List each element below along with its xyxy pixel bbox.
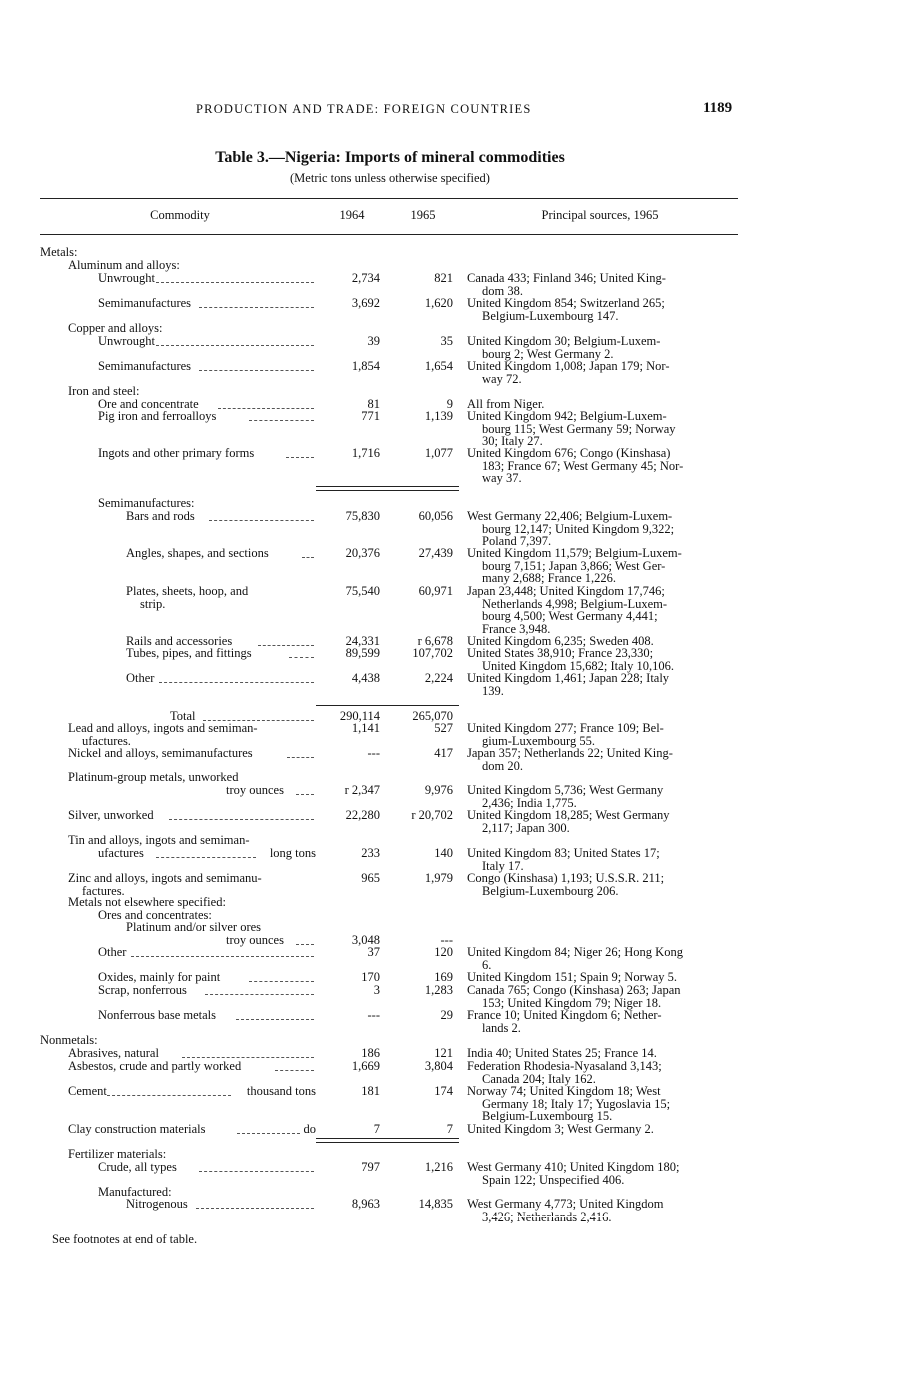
double-rule [316,1138,459,1139]
leader-dots [107,1095,231,1096]
principal-sources: bourg 2; West Germany 2. [482,346,614,361]
value-1965: 1,283 [424,983,453,997]
value-1965: 1,077 [424,446,453,460]
value-1965: 417 [434,746,453,760]
value-1965: 60,056 [418,509,453,523]
principal-sources: lands 2. [482,1020,521,1035]
principal-sources: Canada 765; Congo (Kinshasa) 263; Japan [467,983,681,997]
leader-dots [249,420,314,421]
principal-sources: United Kingdom 277; France 109; Bel- [467,721,664,735]
principal-sources: Netherlands 4,998; Belgium-Luxem- [482,596,668,611]
principal-sources: way 72. [482,371,522,386]
leader-dots [156,857,256,858]
commodity-label: Silver, unworked [68,808,154,822]
leader-dots [156,345,314,346]
value-1965: 821 [434,271,453,285]
leader-dots [209,520,314,521]
principal-sources: United Kingdom 854; Switzerland 265; [467,296,665,310]
principal-sources: United Kingdom 676; Congo (Kinshasa) [467,446,671,460]
principal-sources: United States 38,910; France 23,330; [467,646,654,660]
principal-sources: dom 20. [482,758,523,773]
leader-dots [218,408,314,409]
commodity-label: Asbestos, crude and partly worked [68,1059,242,1073]
commodity-label: Unwrought [98,334,155,348]
commodity-label: Lead and alloys, ingots and semiman- [68,721,258,735]
principal-sources: gium-Luxembourg 55. [482,733,595,748]
value-1964: 89,599 [345,646,380,660]
value-1965: 3,804 [424,1059,453,1073]
value-1965: 1,654 [424,359,453,373]
principal-sources: United Kingdom 1,008; Japan 179; Nor- [467,359,670,373]
principal-sources: Federation Rhodesia-Nyasaland 3,143; [467,1059,662,1073]
value-1965: 1,979 [424,871,453,885]
principal-sources: bourg 7,151; Japan 3,866; West Ger- [482,558,666,573]
value-1965: 7 [446,1122,453,1136]
value-1964: 2,734 [351,271,380,285]
value-1964: 290,114 [339,709,380,723]
principal-sources: 183; France 67; West Germany 45; Nor- [482,458,684,473]
leader-dots [237,1133,299,1134]
value-1964: 8,963 [351,1197,380,1211]
value-1965: 1,216 [424,1160,453,1174]
commodity-label: troy ounces [226,783,284,797]
principal-sources: United Kingdom 942; Belgium-Luxem- [467,409,667,423]
value-1964: r 2,347 [344,783,380,797]
principal-sources: India 40; United States 25; France 14. [467,1046,657,1060]
commodity-label: Zinc and alloys, ingots and semimanu- [68,871,262,885]
leader-dots [199,1171,314,1172]
principal-sources: United Kingdom 6,235; Sweden 408. [467,634,654,648]
value-1964: 181 [361,1084,380,1098]
value-1965: 9 [446,397,453,411]
value-1964: 24,331 [345,634,380,648]
commodity-label: Manufactured: [98,1185,172,1199]
double-rule [316,1142,459,1143]
leader-dots [236,1019,314,1020]
value-1965: 14,835 [418,1197,453,1211]
principal-sources: Belgium-Luxembourg 206. [482,883,619,898]
value-1964: 39 [367,334,380,348]
commodity-label: Abrasives, natural [68,1046,159,1060]
value-1964: 81 [367,397,380,411]
principal-sources: United Kingdom 11,579; Belgium-Luxem- [467,546,682,560]
value-1964: 233 [361,846,380,860]
commodity-label: Clay construction materials [68,1122,206,1136]
column-header-sources: Principal sources, 1965 [541,208,659,222]
table-top-rule [40,198,738,199]
commodity-label: Tin and alloys, ingots and semiman- [68,833,250,847]
value-1964: 75,830 [345,509,380,523]
commodity-label: Platinum-group metals, unworked [68,770,239,784]
value-1965: 60,971 [418,584,453,598]
table-title: Table 3.—Nigeria: Imports of mineral commodities [215,149,565,166]
commodity-label: Other [98,945,127,959]
commodity-label: Plates, sheets, hoop, and [126,584,249,598]
value-1965: 1,139 [424,409,453,423]
commodity-label: Crude, all types [98,1160,177,1174]
leader-dots [199,307,314,308]
value-1965: 1,620 [424,296,453,310]
value-1964: 186 [361,1046,380,1060]
principal-sources: France 10; United Kingdom 6; Nether- [467,1008,662,1022]
value-1965: r 6,678 [417,634,453,648]
leader-dots [249,981,314,982]
commodity-label: Bars and rods [126,509,195,523]
principal-sources: way 37. [482,471,522,485]
commodity-label: thousand tons [246,1084,316,1098]
value-1965: 527 [434,721,453,735]
principal-sources: United Kingdom 18,285; West Germany [467,808,670,822]
double-rule [316,486,459,487]
leader-dots [196,1208,314,1209]
column-header-1965: 1965 [410,208,436,222]
commodity-label: Semimanufactures: [98,496,195,510]
commodity-label: Copper and alloys: [68,321,163,335]
running-title: PRODUCTION AND TRADE: FOREIGN COUNTRIES [196,102,532,116]
principal-sources: United Kingdom 84; Niger 26; Hong Kong [467,945,683,959]
commodity-label: Nonferrous base metals [98,1008,217,1022]
value-1965: 140 [434,846,453,860]
value-1964: 75,540 [345,584,380,598]
value-1964: 4,438 [351,671,380,685]
commodity-label: Angles, shapes, and sections [126,546,269,560]
value-1964: 771 [361,409,380,423]
principal-sources: 153; United Kingdom 79; Niger 18. [482,995,662,1010]
principal-sources: bourg 4,500; West Germany 4,441; [482,609,658,623]
value-1964: 3,692 [351,296,380,310]
commodity-label: Tubes, pipes, and fittings [126,646,252,660]
value-1964: 1,716 [351,446,380,460]
value-1965: 120 [434,945,453,959]
commodity-label: Pig iron and ferroalloys [98,409,217,423]
commodity-label: Metals not elsewhere specified: [68,895,226,909]
value-1964: 22,280 [345,808,380,822]
leader-dots [159,682,314,683]
principal-sources: West Germany 4,773; United Kingdom [467,1197,664,1211]
commodity-label: Ores and concentrates: [98,908,212,922]
commodity-label: factures. [82,884,125,898]
value-1965: 2,224 [424,671,453,685]
principal-sources: Germany 18; Italy 17; Yugoslavia 15; [482,1096,671,1111]
value-1965: 121 [434,1046,453,1060]
principal-sources: Canada 433; Finland 346; United King- [467,271,666,285]
principal-sources: Norway 74; United Kingdom 18; West [467,1084,661,1098]
page-number: 1189 [703,100,733,116]
leader-dots [156,282,314,283]
principal-sources: 2,117; Japan 300. [482,820,570,835]
value-1964: 170 [361,970,380,984]
value-1964: 7 [373,1122,380,1136]
principal-sources: Japan 357; Netherlands 22; United King- [467,746,673,760]
commodity-label: Aluminum and alloys: [68,258,180,272]
column-header-1964: 1964 [339,208,365,222]
principal-sources: Italy 17. [482,858,524,873]
leader-dots [205,994,314,995]
table-bottom-rule [40,1216,738,1217]
footnote: See footnotes at end of table. [52,1232,198,1246]
commodity-label: Iron and steel: [68,384,140,398]
commodity-label: Platinum and/or silver ores [126,920,262,934]
value-1965: r 20,702 [411,808,453,822]
value-1964: 965 [361,871,380,885]
commodity-label: Ingots and other primary forms [98,446,255,460]
value-1965: 9,976 [424,783,453,797]
principal-sources: 2,436; India 1,775. [482,795,577,810]
leader-dots [169,819,314,820]
value-1964: 20,376 [345,546,380,560]
commodity-label: Unwrought [98,271,155,285]
principal-sources: 6. [482,957,492,972]
total-rule [316,705,459,706]
principal-sources: 3,426; Netherlands 2,416. [482,1209,612,1224]
leader-dots [199,370,314,371]
value-1964: 1,854 [351,359,380,373]
value-1964: 1,141 [351,721,380,735]
principal-sources: Canada 204; Italy 162. [482,1071,596,1086]
principal-sources: United Kingdom 15,682; Italy 10,106. [482,658,674,673]
commodity-label: Fertilizer materials: [68,1147,167,1161]
principal-sources: Belgium-Luxembourg 15. [482,1109,613,1123]
value-1964: 3 [373,983,380,997]
leader-dots [182,1057,314,1058]
leader-dots [131,956,314,957]
principal-sources: Poland 7,397. [482,534,552,548]
table-subtitle: (Metric tons unless otherwise specified) [290,171,490,185]
commodity-label: Oxides, mainly for paint [98,970,221,984]
principal-sources: Congo (Kinshasa) 1,193; U.S.S.R. 211; [467,871,665,885]
value-1964: 1,669 [351,1059,380,1073]
table-header-rule [40,234,738,235]
value-1965: --- [440,933,453,947]
running-head [0,102,911,118]
principal-sources: Japan 23,448; United Kingdom 17,746; [467,584,665,598]
commodity-label: Nickel and alloys, semimanufactures [68,746,253,760]
principal-sources: United Kingdom 3; West Germany 2. [467,1122,654,1136]
principal-sources: United Kingdom 83; United States 17; [467,846,660,860]
value-1965: 29 [440,1008,453,1022]
leader-dots [258,645,314,646]
principal-sources: dom 38. [482,283,523,298]
principal-sources: United Kingdom 5,736; West Germany [467,783,664,797]
principal-sources: bourg 115; West Germany 59; Norway [482,421,676,436]
value-1965: 169 [434,970,453,984]
commodity-label: Rails and accessories [126,634,233,648]
commodity-label: Semimanufactures [98,296,192,310]
principal-sources: Spain 122; Unspecified 406. [482,1172,625,1187]
commodity-label: strip. [140,597,166,611]
commodity-label: troy ounces [226,933,284,947]
commodity-label: ufactures [98,846,144,860]
value-1964: 3,048 [351,933,380,947]
commodity-label: Semimanufactures [98,359,192,373]
commodity-label: Cement [68,1084,107,1098]
value-1964: 37 [367,945,380,959]
value-1965: 174 [434,1084,453,1098]
principal-sources: West Germany 410; United Kingdom 180; [467,1160,680,1174]
principal-sources: United Kingdom 30; Belgium-Luxem- [467,334,661,348]
principal-sources: West Germany 22,406; Belgium-Luxem- [467,509,673,523]
commodity-label: Nitrogenous [126,1197,188,1211]
value-1965: 107,702 [412,646,453,660]
value-1965: 265,070 [412,709,453,723]
commodity-label: long tons [269,846,316,860]
principal-sources: bourg 12,147; United Kingdom 9,322; [482,521,675,536]
commodity-label: Ore and concentrate [98,397,199,411]
commodity-label: Metals: [40,245,78,259]
principal-sources: France 3,948. [482,621,551,636]
commodity-label: Scrap, nonferrous [98,983,187,997]
commodity-label: Total [170,709,196,723]
commodity-label: ufactures. [82,734,131,748]
double-rule [316,490,459,491]
value-1964: --- [367,1008,380,1022]
value-1964: --- [367,746,380,760]
commodity-label: Other [126,671,155,685]
principal-sources: 30; Italy 27. [482,434,543,448]
commodity-label: Nonmetals: [40,1033,98,1047]
leader-dots [275,1070,314,1071]
principal-sources: many 2,688; France 1,226. [482,571,617,585]
commodity-label: do [303,1122,316,1136]
principal-sources: Belgium-Luxembourg 147. [482,308,619,323]
value-1964: 797 [361,1160,380,1174]
column-header-commodity: Commodity [150,208,210,222]
value-1965: 35 [440,334,453,348]
principal-sources: United Kingdom 151; Spain 9; Norway 5. [467,970,678,984]
value-1965: 27,439 [418,546,453,560]
principal-sources: All from Niger. [467,397,545,411]
principal-sources: United Kingdom 1,461; Japan 228; Italy [467,671,670,685]
principal-sources: 139. [482,683,504,698]
